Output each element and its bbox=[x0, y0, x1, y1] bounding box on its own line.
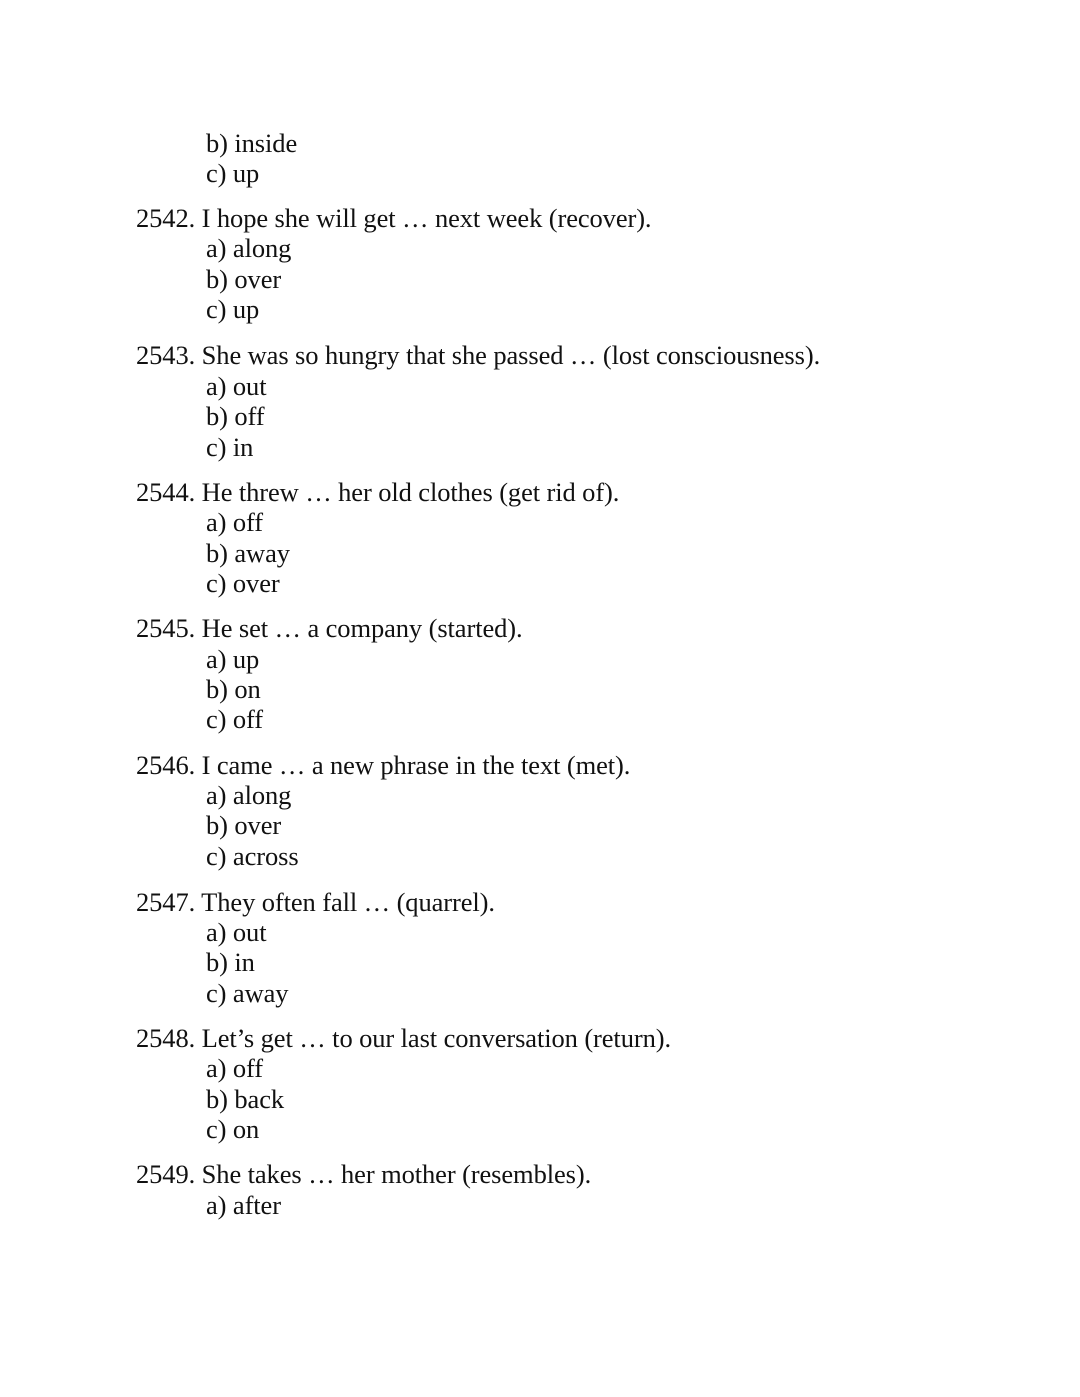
option-a: a) along bbox=[206, 233, 292, 263]
question-2545: 2545. He set … a company (started). bbox=[136, 613, 523, 643]
question-2549: 2549. She takes … her mother (resembles). bbox=[136, 1159, 592, 1189]
option-a: a) after bbox=[206, 1190, 281, 1220]
option-c: c) off bbox=[206, 704, 264, 734]
option-b: b) over bbox=[206, 810, 282, 840]
option-a: a) up bbox=[206, 644, 260, 674]
option-c: c) across bbox=[206, 841, 299, 871]
option-b: b) over bbox=[206, 264, 282, 294]
option-c: c) on bbox=[206, 1114, 260, 1144]
option-c: c) in bbox=[206, 432, 254, 462]
question-2548: 2548. Let’s get … to our last conversation (return). bbox=[136, 1023, 671, 1053]
option-a: a) along bbox=[206, 780, 292, 810]
option-a: a) out bbox=[206, 917, 267, 947]
option-a: a) out bbox=[206, 371, 267, 401]
option-c: c) up bbox=[206, 294, 260, 324]
option-c-prev: c) up bbox=[206, 158, 260, 188]
option-b: b) in bbox=[206, 947, 255, 977]
option-b-prev: b) inside bbox=[206, 128, 298, 158]
question-2542: 2542. I hope she will get … next week (recover). bbox=[136, 203, 652, 233]
option-c: c) away bbox=[206, 978, 289, 1008]
question-2543: 2543. She was so hungry that she passed … (lost consciousness). bbox=[136, 340, 821, 370]
option-b: b) away bbox=[206, 538, 290, 568]
option-c: c) over bbox=[206, 568, 280, 598]
option-b: b) off bbox=[206, 401, 265, 431]
option-b: b) back bbox=[206, 1084, 285, 1114]
question-2544: 2544. He threw … her old clothes (get rid of). bbox=[136, 477, 620, 507]
question-2547: 2547. They often fall … (quarrel). bbox=[136, 887, 495, 917]
option-a: a) off bbox=[206, 1053, 264, 1083]
option-b: b) on bbox=[206, 674, 261, 704]
question-2546: 2546. I came … a new phrase in the text (met). bbox=[136, 750, 631, 780]
option-a: a) off bbox=[206, 507, 264, 537]
